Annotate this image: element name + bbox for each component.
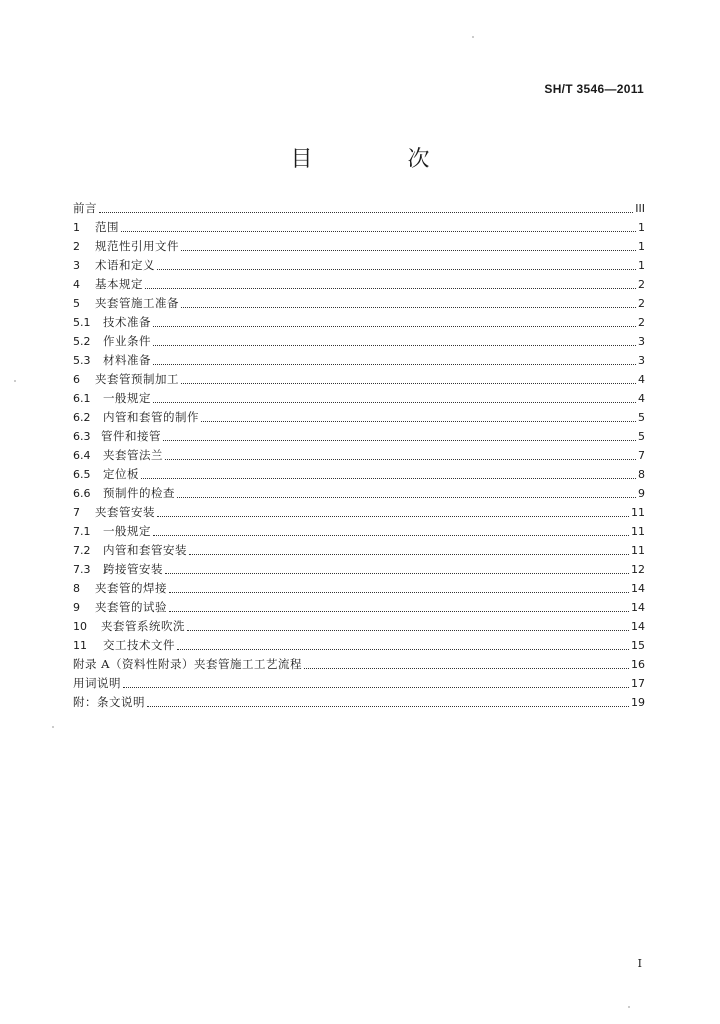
toc-dot-leader [165,459,636,460]
toc-entry-text: 夹套管的试验 [95,600,167,614]
toc-entry-5[interactable] [73,294,645,313]
toc-entry-text: 一般规定 [103,391,151,405]
toc-entry-number: 6.4 [73,449,91,462]
page-number: I [637,957,642,970]
toc-dot-leader [153,326,636,327]
toc-entry-6-1[interactable] [73,389,645,408]
scan-speck [52,726,54,728]
toc-entry-page: 14 [631,601,645,614]
toc-dot-leader [153,364,636,365]
toc-entry-page: 4 [638,373,645,386]
toc-entry-text: 前言 [73,201,97,215]
toc-entry-number: 7 [73,506,80,519]
toc-dot-leader [181,250,636,251]
toc-entry-text: 定位板 [103,467,139,481]
toc-dot-leader [201,421,636,422]
toc-dot-leader [169,611,629,612]
toc-entry-text: 一般规定 [103,524,151,538]
toc-entry-page: 11 [631,544,645,557]
toc-entry-6-2[interactable] [73,408,645,427]
toc-dot-leader [177,497,636,498]
toc-entry-8[interactable] [73,579,645,598]
toc-entry-9[interactable] [73,598,645,617]
toc-entry-text: 附录 A（资料性附录）夹套管施工工艺流程 [73,657,302,671]
toc-entry-text: 管件和接管 [101,429,161,443]
toc-entry-number: 5.3 [73,354,91,367]
toc-entry-page: 1 [638,259,645,272]
toc-entry-page: 5 [638,430,645,443]
toc-entry-7[interactable] [73,503,645,522]
toc-entry-page: 3 [638,354,645,367]
toc-entry-text: 预制件的检查 [103,486,175,500]
toc-entry-5-2[interactable] [73,332,645,351]
toc-entry-number: 6.1 [73,392,91,405]
toc-entry-page: 17 [631,677,645,690]
toc-entry-text: 夹套管法兰 [103,448,163,462]
toc-entry-page: 16 [631,658,645,671]
toc-entry-appendix-a[interactable] [73,655,645,674]
toc-entry-number: 5.2 [73,335,91,348]
toc-entry-text: 范围 [95,220,119,234]
toc-entry-number: 7.2 [73,544,91,557]
toc-entry-page: 9 [638,487,645,500]
toc-entry-text: 术语和定义 [95,258,155,272]
standard-code: SH/T 3546—2011 [544,82,644,96]
toc-dot-leader [153,345,636,346]
toc-entry-text: 规范性引用文件 [95,239,179,253]
toc-entry-page: 3 [638,335,645,348]
toc-entry-text: 夹套管安装 [95,505,155,519]
toc-dot-leader [99,212,633,213]
toc-entry-page: III [635,202,645,215]
toc-dot-leader [181,307,636,308]
toc-entry-text: 夹套管预制加工 [95,372,179,386]
toc-entry-number: 10 [73,620,87,633]
toc-entry-page: 14 [631,620,645,633]
toc-entry-page: 11 [631,525,645,538]
toc-entry-7-3[interactable] [73,560,645,579]
toc-entry-text: 内管和套管安装 [103,543,187,557]
toc-entry-7-1[interactable] [73,522,645,541]
toc-entry-number: 6.3 [73,430,91,443]
toc-entry-page: 2 [638,316,645,329]
toc-entry-number: 6.2 [73,411,91,424]
toc-entry-number: 8 [73,582,80,595]
toc-entry-number: 4 [73,278,80,291]
toc-entry-6-5[interactable] [73,465,645,484]
toc-entry-text: 技术准备 [103,315,151,329]
toc-dot-leader [153,535,629,536]
toc-entry-text: 基本规定 [95,277,143,291]
toc-entry-page: 2 [638,297,645,310]
toc-entry-6-3[interactable] [73,427,645,446]
toc-entry-text: 用词说明 [73,676,121,690]
toc-entry-page: 14 [631,582,645,595]
toc-entry-number: 5 [73,297,80,310]
toc-entry-page: 1 [638,221,645,234]
toc-entry-text: 夹套管施工准备 [95,296,179,310]
toc-dot-leader [141,478,636,479]
toc-entry-10[interactable] [73,617,645,636]
toc-dot-leader [181,383,636,384]
toc-entry-page: 5 [638,411,645,424]
toc-dot-leader [163,440,636,441]
toc-entry-5-1[interactable] [73,313,645,332]
toc-entry-text: 附：条文说明 [73,695,145,709]
toc-entry-page: 19 [631,696,645,709]
toc-dot-leader [121,231,636,232]
toc-entry-page: 11 [631,506,645,519]
scan-speck [628,1006,630,1008]
toc-dot-leader [157,269,636,270]
toc-entry-number: 1 [73,221,80,234]
page-title: 目 次 [290,147,474,172]
toc-entry-number: 9 [73,601,80,614]
toc-entry-text: 交工技术文件 [103,638,175,652]
toc-entry-6[interactable] [73,370,645,389]
scan-speck [472,36,474,38]
toc-dot-leader [123,687,629,688]
toc-entry-page: 8 [638,468,645,481]
toc-entry-text: 夹套管系统吹洗 [101,619,185,633]
toc-entry-page: 2 [638,278,645,291]
toc-dot-leader [145,288,636,289]
toc-entry-number: 7.3 [73,563,91,576]
toc-entry-clause-explanation[interactable] [73,693,645,712]
toc-entry-wording-explanation[interactable] [73,674,645,693]
toc-entry-6-6[interactable] [73,484,645,503]
toc-entry-page: 4 [638,392,645,405]
toc-dot-leader [177,649,629,650]
toc-dot-leader [169,592,629,593]
toc-entry-number: 5.1 [73,316,91,329]
toc-dot-leader [165,573,629,574]
toc-entry-1[interactable] [73,218,645,237]
toc-entry-2[interactable] [73,237,645,256]
toc-entry-number: 2 [73,240,80,253]
scan-speck [14,380,16,382]
toc-entry-page: 12 [631,563,645,576]
table-of-contents [73,199,645,712]
toc-dot-leader [157,516,629,517]
toc-entry-6-4[interactable] [73,446,645,465]
toc-entry-number: 7.1 [73,525,91,538]
toc-entry-text: 夹套管的焊接 [95,581,167,595]
toc-dot-leader [153,402,636,403]
toc-entry-text: 材料准备 [103,353,151,367]
toc-entry-number: 11 [73,639,87,652]
toc-entry-number: 3 [73,259,80,272]
toc-entry-4[interactable] [73,275,645,294]
toc-entry-foreword[interactable] [73,199,645,218]
toc-dot-leader [189,554,629,555]
toc-entry-number: 6 [73,373,80,386]
toc-entry-text: 内管和套管的制作 [103,410,199,424]
toc-entry-3[interactable] [73,256,645,275]
toc-entry-5-3[interactable] [73,351,645,370]
toc-dot-leader [147,706,629,707]
toc-entry-11[interactable] [73,636,645,655]
toc-entry-text: 跨接管安装 [103,562,163,576]
toc-entry-page: 7 [638,449,645,462]
toc-dot-leader [187,630,629,631]
toc-entry-number: 6.5 [73,468,91,481]
toc-entry-7-2[interactable] [73,541,645,560]
toc-entry-number: 6.6 [73,487,91,500]
toc-entry-page: 15 [631,639,645,652]
toc-entry-text: 作业条件 [103,334,151,348]
toc-entry-page: 1 [638,240,645,253]
toc-dot-leader [304,668,629,669]
